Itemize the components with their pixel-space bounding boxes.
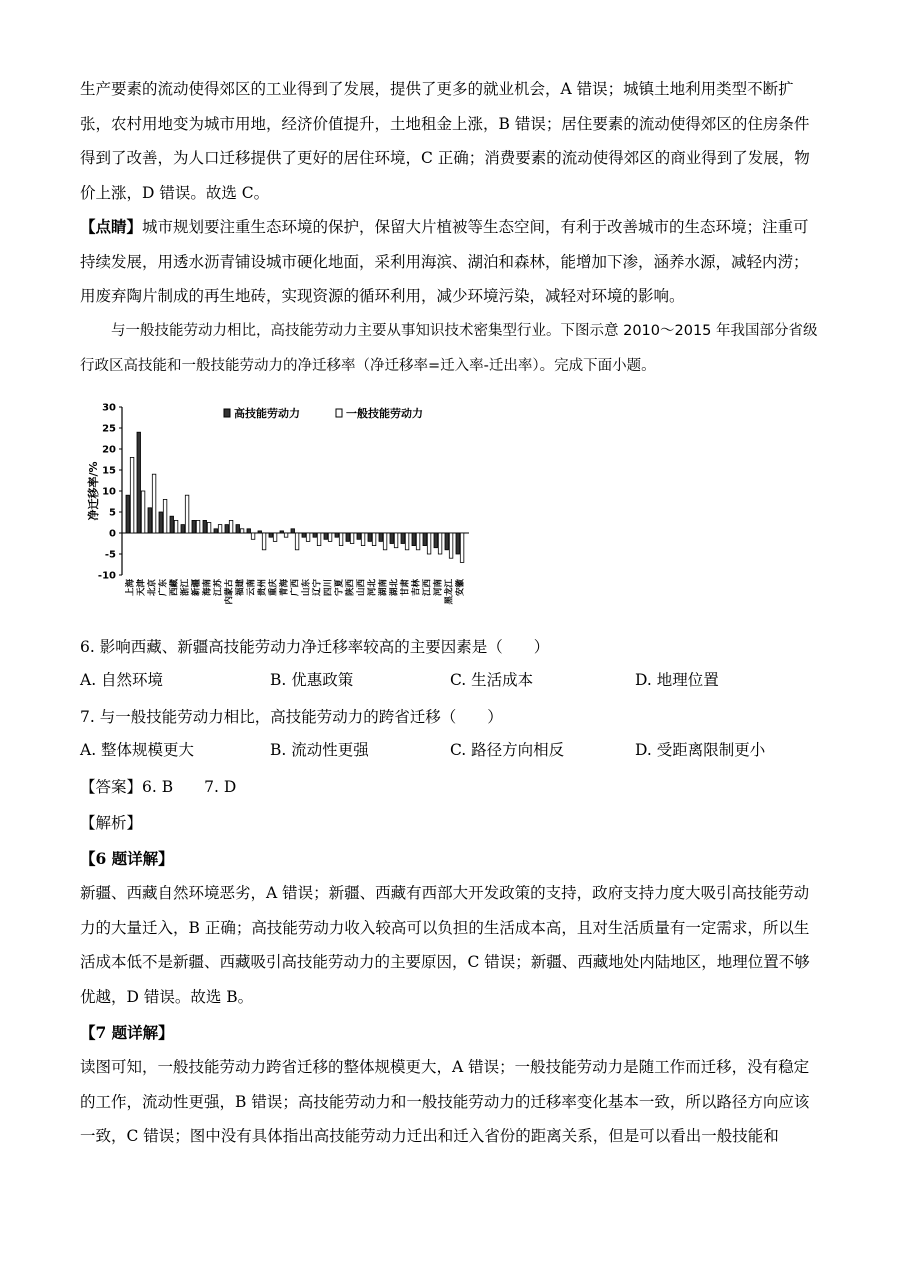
x-tick-label: 海南 xyxy=(202,579,213,597)
legend-swatch-general xyxy=(336,409,342,417)
paragraph-explanation: 生产要素的流动使得郊区的工业得到了发展，提供了更多的就业机会，A 错误；城镇土地利用类型不断扩张，农村用地变为城市用地，经济价值提升，土地租金上涨，B 错误；居住要素的流动使得郊区的住房条件得到了改善，为人口迁移提供了更好的居住环境，C 正确；消费要素的流动使得郊区的商业得到了发展，物价上涨，D 错误。故选 C。 xyxy=(80,80,810,202)
q7-option-d[interactable]: D. 受距离限制更小 xyxy=(635,741,766,759)
x-tick-label: 广东 xyxy=(158,579,169,597)
x-tick-label: 宁夏 xyxy=(334,579,345,597)
legend-label-high: 高技能劳动力 xyxy=(234,407,300,420)
bar-general-skill xyxy=(240,529,244,533)
bar-general-skill xyxy=(130,457,134,533)
bar-general-skill xyxy=(383,533,387,550)
bar-general-skill xyxy=(141,491,145,533)
x-tick-label: 湖北 xyxy=(389,579,400,597)
x-tick-label: 陕西 xyxy=(345,579,356,597)
x-tick-label: 内蒙古 xyxy=(224,579,235,605)
x-tick-label: 安徽 xyxy=(455,579,466,597)
x-tick-label: 江西 xyxy=(422,579,433,597)
q7-option-c[interactable]: C. 路径方向相反 xyxy=(450,741,565,759)
bar-high-skill xyxy=(346,533,350,541)
bar-high-skill xyxy=(412,533,416,546)
bar-high-skill xyxy=(390,533,394,544)
detail-7-heading: 【7 题详解】 xyxy=(80,1023,174,1042)
bar-high-skill xyxy=(291,529,295,533)
paragraph-key-point xyxy=(80,210,820,314)
q6-option-a[interactable]: A. 自然环境 xyxy=(80,671,164,689)
detail-6-text: 新疆、西藏自然环境恶劣，A 错误；新疆、西藏有西部大开发政策的支持，政府支持力度大吸引高技能劳动力的大量迁入，B 正确；高技能劳动力收入较高可以负担的生活成本高，且对生活质量有一定需求，所以生活成本低不是新疆、西藏吸引高技能劳动力的主要原因，C 错误；新疆、西藏地处内陆地区，地理位置不够优越，D 错误。故选 B。 xyxy=(80,884,810,1006)
bar-high-skill xyxy=(247,529,251,533)
key-point-label: 【点睛】 xyxy=(80,217,143,236)
y-tick-label: 0 xyxy=(109,528,116,540)
bar-high-skill xyxy=(258,531,262,533)
chart-legend xyxy=(224,406,423,420)
x-tick-label: 辽宁 xyxy=(312,579,323,597)
bar-high-skill xyxy=(170,516,174,533)
bar-high-skill xyxy=(379,533,383,541)
x-tick-label: 甘肃 xyxy=(400,579,411,597)
chart-x-labels xyxy=(125,579,466,605)
bar-high-skill xyxy=(313,533,317,537)
x-tick-label: 山东 xyxy=(301,579,312,597)
bar-general-skill xyxy=(185,495,189,533)
bar-general-skill xyxy=(306,533,310,541)
x-tick-label: 黑龙江 xyxy=(444,579,455,605)
bar-general-skill xyxy=(152,474,156,533)
x-tick-label: 福建 xyxy=(235,579,246,597)
y-axis-label: 净迁移率/% xyxy=(87,461,100,521)
bar-general-skill xyxy=(229,520,233,533)
paragraph-material: 与一般技能劳动力相比，高技能劳动力主要从事知识技术密集型行业。下图示意 2010～2015 年我国部分省级行政区高技能和一般技能劳动力的净迁移率（净迁移率=迁入率-迁出率）。完成下面小题。 xyxy=(80,323,818,374)
q6-option-b[interactable]: B. 优惠政策 xyxy=(270,671,354,689)
bar-high-skill xyxy=(456,533,460,554)
bar-high-skill xyxy=(159,512,163,533)
chart-bars xyxy=(126,432,464,562)
x-tick-label: 西藏 xyxy=(169,579,180,597)
y-tick-label: 30 xyxy=(102,402,116,414)
x-tick-label: 浙江 xyxy=(180,579,191,597)
bar-general-skill xyxy=(174,520,178,533)
bar-high-skill xyxy=(423,533,427,546)
bar-general-skill xyxy=(317,533,321,546)
bar-general-skill xyxy=(449,533,453,558)
bar-general-skill xyxy=(372,533,376,546)
bar-high-skill xyxy=(181,525,185,533)
q7-option-a[interactable]: A. 整体规模更大 xyxy=(80,741,195,759)
legend-swatch-high xyxy=(224,409,230,417)
x-tick-label: 山西 xyxy=(356,579,367,597)
bar-general-skill xyxy=(405,533,409,550)
x-tick-label: 云南 xyxy=(246,579,257,597)
x-tick-label: 青海 xyxy=(279,579,290,597)
bar-general-skill xyxy=(394,533,398,548)
key-point-text: 城市规划要注重生态环境的保护，保留大片植被等生态空间，有利于改善城市的生态环境；注重可持续发展，用透水沥青铺设城市硬化地面，采利用海滨、湖泊和森林，能增加下渗，涵养水源，减轻内涝；用废弃陶片制成的再生地砖，实现资源的循环利用，减少环境污染，减轻对环境的影响。 xyxy=(80,218,809,305)
x-tick-label: 吉林 xyxy=(411,579,422,597)
bar-high-skill xyxy=(434,533,438,548)
bar-high-skill xyxy=(225,525,229,533)
x-tick-label: 河南 xyxy=(433,579,444,597)
bar-high-skill xyxy=(368,533,372,541)
bar-general-skill xyxy=(460,533,464,562)
bar-general-skill xyxy=(361,533,365,546)
answer-line: 【答案】6. B 7. D xyxy=(80,778,237,796)
question-6-stem: 6. 影响西藏、新疆高技能劳动力净迁移率较高的主要因素是（ ） xyxy=(80,638,550,656)
q6-option-c[interactable]: C. 生活成本 xyxy=(450,671,534,689)
bar-general-skill xyxy=(218,525,222,533)
x-tick-label: 北京 xyxy=(147,579,158,597)
bar-general-skill xyxy=(416,533,420,550)
y-tick-label: -5 xyxy=(104,549,116,561)
bar-general-skill xyxy=(262,533,266,550)
bar-high-skill xyxy=(357,533,361,539)
y-tick-label: -10 xyxy=(97,570,116,582)
y-tick-label: 15 xyxy=(102,465,116,477)
y-tick-label: 10 xyxy=(102,486,116,498)
x-tick-label: 江苏 xyxy=(213,579,224,597)
x-tick-label: 新疆 xyxy=(191,579,202,597)
bar-general-skill xyxy=(350,533,354,544)
bar-high-skill xyxy=(280,531,284,533)
bar-general-skill xyxy=(295,533,299,550)
bar-high-skill xyxy=(192,520,196,533)
bar-general-skill xyxy=(328,533,332,541)
bar-general-skill xyxy=(427,533,431,554)
y-tick-label: 20 xyxy=(102,444,116,456)
bar-general-skill xyxy=(438,533,442,554)
question-7-options xyxy=(80,738,820,768)
bar-high-skill xyxy=(148,508,152,533)
x-tick-label: 天津 xyxy=(136,579,147,597)
bar-general-skill xyxy=(207,523,211,534)
x-tick-label: 湖南 xyxy=(378,579,389,597)
y-tick-label: 5 xyxy=(109,507,116,519)
bar-general-skill xyxy=(339,533,343,546)
y-tick-label: 25 xyxy=(102,423,116,435)
detail-7-text: 读图可知，一般技能劳动力跨省迁移的整体规模更大，A 错误；一般技能劳动力是随工作而迁移，没有稳定的工作，流动性更强，B 错误；高技能劳动力和一般技能劳动力的迁移率变化基本一致，所以路径方向应该一致，C 错误；图中没有具体指出高技能劳动力迁出和迁入省份的距离关系，但是可以看出一般技能和 xyxy=(80,1058,810,1145)
bar-high-skill xyxy=(324,533,328,539)
x-tick-label: 贵州 xyxy=(257,579,268,597)
x-tick-label: 四川 xyxy=(323,579,334,597)
bar-general-skill xyxy=(251,533,255,539)
bar-high-skill xyxy=(269,533,273,537)
bar-high-skill xyxy=(401,533,405,544)
legend-label-general: 一般技能劳动力 xyxy=(346,407,423,420)
bar-general-skill xyxy=(284,533,288,537)
migration-rate-chart xyxy=(84,395,484,610)
bar-general-skill xyxy=(273,533,277,541)
bar-general-skill xyxy=(163,499,167,533)
bar-high-skill xyxy=(445,533,449,550)
q7-option-b[interactable]: B. 流动性更强 xyxy=(270,741,369,759)
bar-high-skill xyxy=(126,495,130,533)
x-tick-label: 广西 xyxy=(290,579,301,597)
question-6-options xyxy=(80,668,820,698)
x-tick-label: 重庆 xyxy=(268,579,279,597)
bar-high-skill xyxy=(137,432,141,533)
bar-high-skill xyxy=(203,520,207,533)
bar-high-skill xyxy=(214,529,218,533)
x-tick-label: 上海 xyxy=(125,579,136,597)
analysis-heading: 【解析】 xyxy=(80,814,143,832)
bar-high-skill xyxy=(302,533,306,537)
bar-high-skill xyxy=(236,525,240,533)
bar-high-skill xyxy=(335,533,339,537)
q6-option-d[interactable]: D. 地理位置 xyxy=(635,671,719,689)
bar-general-skill xyxy=(196,520,200,533)
question-7-stem: 7. 与一般技能劳动力相比，高技能劳动力的跨省迁移（ ） xyxy=(80,708,503,726)
detail-6-heading: 【6 题详解】 xyxy=(80,849,174,868)
x-tick-label: 河北 xyxy=(367,579,378,597)
